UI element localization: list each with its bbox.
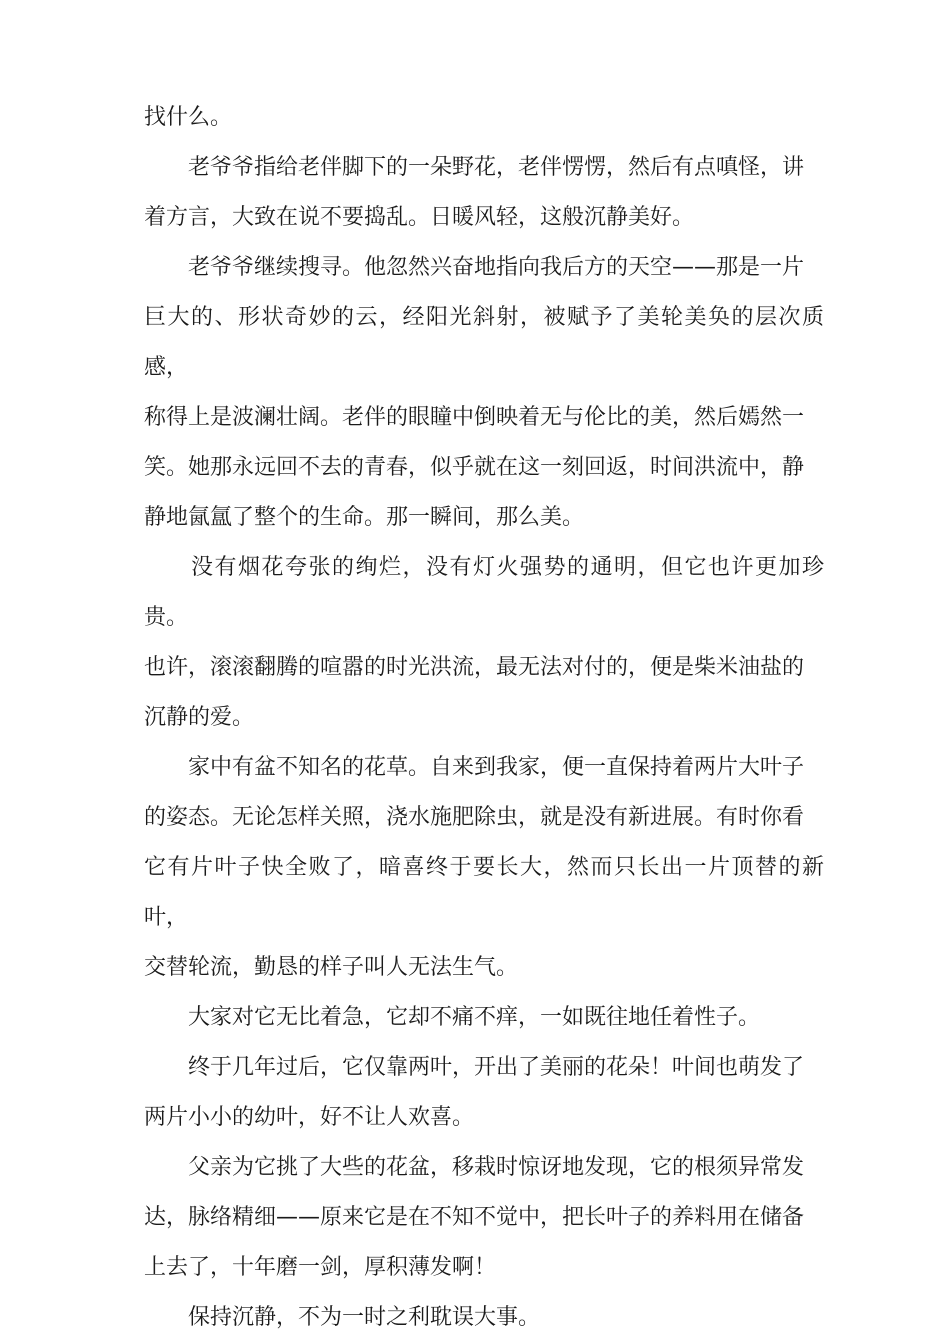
text-line: 的姿态。无论怎样关照，浇水施肥除虫，就是没有新进展。有时你看 [144, 805, 805, 830]
text-line: 两片小小的幼叶，好不让人欢喜。 [144, 1105, 475, 1130]
text-line: 静地氤氲了整个的生命。那一瞬间，那么美。 [144, 505, 585, 530]
text-line: 保持沉静，不为一时之利耽误大事。 [144, 1305, 541, 1330]
text-line: 它有片叶子快全败了，暗喜终于要长大，然而只长出一片顶替的新叶， [144, 855, 824, 930]
text-line: 沉静的爱。 [144, 705, 255, 730]
text-line: 着方言，大致在说不要捣乱。日暖风轻，这般沉静美好。 [144, 205, 695, 230]
text-line: 没有烟花夸张的绚烂，没有灯火强势的通明，但它也许更加珍贵。 [144, 555, 824, 630]
text-line: 达，脉络精细——原来它是在不知不觉中，把长叶子的养料用在储备 [144, 1205, 805, 1230]
text-line: 巨大的、形状奇妙的云，经阳光斜射，被赋予了美轮美奂的层次质感， [144, 305, 824, 380]
text-line: 家中有盆不知名的花草。自来到我家，便一直保持着两片大叶子 [144, 755, 805, 780]
text-line: 笑。她那永远回不去的青春，似乎就在这一刻回返，时间洪流中，静 [144, 455, 805, 480]
text-line: 称得上是波澜壮阔。老伴的眼瞳中倒映着无与伦比的美，然后嫣然一 [144, 405, 805, 430]
text-line: 老爷爷继续搜寻。他忽然兴奋地指向我后方的天空——那是一片 [144, 255, 805, 280]
text-line: 大家对它无比着急，它却不痛不痒，一如既往地任着性子。 [144, 1005, 761, 1030]
text-line: 也许，滚滚翻腾的喧嚣的时光洪流，最无法对付的，便是柴米油盐的 [144, 655, 805, 680]
document-body [144, 93, 824, 1343]
text-line: 终于几年过后，它仅靠两叶，开出了美丽的花朵！叶间也萌发了 [144, 1055, 805, 1080]
text-line: 找什么。 [144, 105, 233, 130]
text-line: 上去了，十年磨一剑，厚积薄发啊！ [144, 1255, 497, 1280]
text-line: 交替轮流，勤恳的样子叫人无法生气。 [144, 955, 519, 980]
text-line: 老爷爷指给老伴脚下的一朵野花，老伴愣愣，然后有点嗔怪，讲 [144, 155, 805, 180]
text-line: 父亲为它挑了大些的花盆，移栽时惊讶地发现，它的根须异常发 [144, 1155, 805, 1180]
